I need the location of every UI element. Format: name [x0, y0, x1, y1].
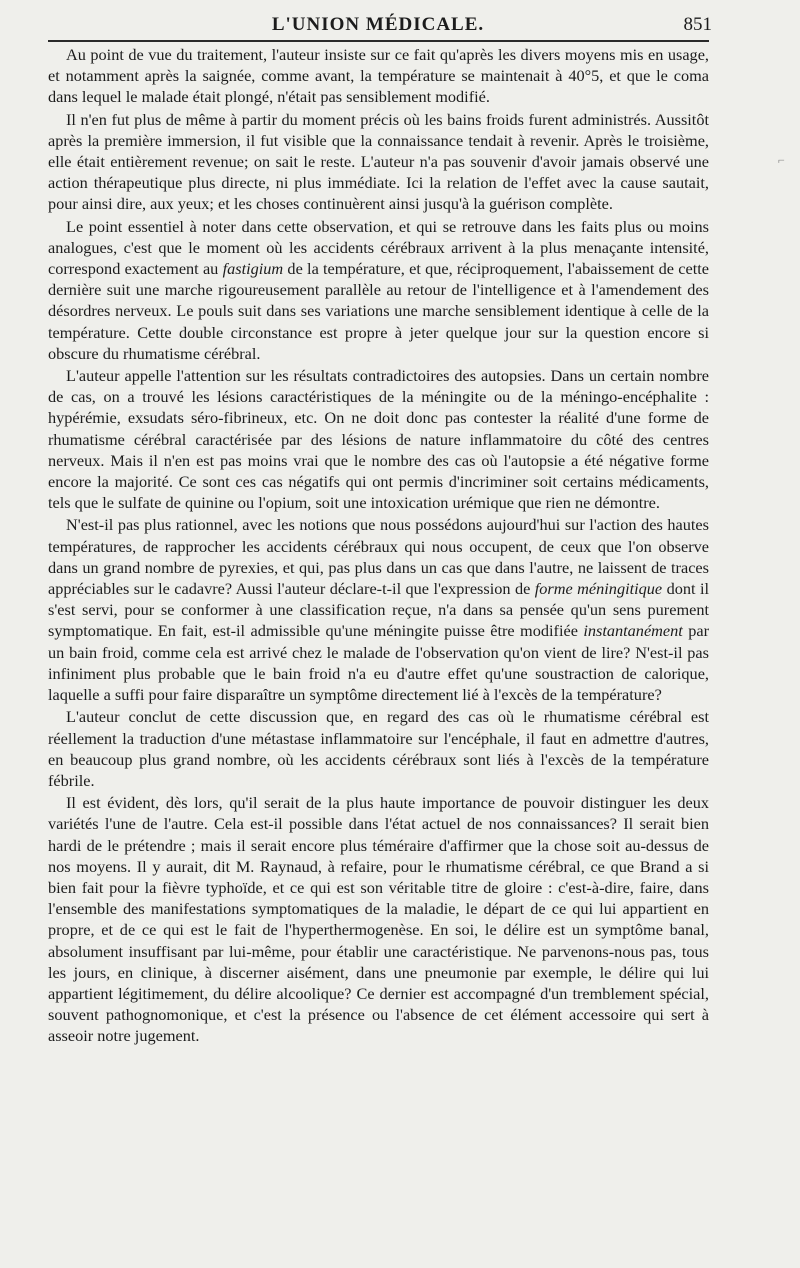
journal-title: L'UNION MÉDICALE.: [271, 14, 485, 35]
header-rule: [48, 40, 709, 42]
paragraph: L'auteur conclut de cette discussion que, en regard des cas où le rhumatisme cérébral est réellement la traduction d'une métastase inflammatoire sur l'encéphale, il faut en admettre d'autres, en beaucoup plus grand nombre, où les accidents cérébraux sont liés à l'excès de la température fébrile.: [48, 707, 709, 790]
paragraph: Il est évident, dès lors, qu'il serait de la plus haute importance de pouvoir distinguer les deux variétés l'une de l'autre. Cela est-il possible dans l'état actuel de nos connaissances? Il serait bien hardi de le prétendre ; mais il serait encore plus téméraire d'affirmer que la chose soit au-dessus de nos moyens. Il y aurait, dit M. Raynaud, à refaire, pour le rhumatisme cérébral, ce que Brand a si bien fait pour la fièvre typhoïde, et ce qui est son véritable titre de gloire : c'est-à-dire, faire, dans l'ensemble des manifestations symptomatiques de la maladie, le départ de ce qui lui appartient en propre, et de ce qui est le fait de l'hyperthermogenèse. En soi, le délire est un symptôme banal, absolument insuffisant par lui-même, pour établir une caractéristique. Ne parvenons-nous pas, tous les jours, en clinique, à discerner aisément, dans une pneumonie par exemple, le délire qui lui appartient légitimement, du délire alcoolique? Ce dernier est accompagné d'un tremblement spécial, souvent pathognomonique, et c'est la présence ou l'absence de cet élément accessoire qui sert à asseoir notre jugement.: [48, 793, 709, 1046]
margin-mark: ⌐: [778, 153, 785, 167]
paragraph: L'auteur appelle l'attention sur les résultats contradictoires des autopsies. Dans un certain nombre de cas, on a trouvé les lésions caractéristiques de la méningite ou de la méningo-encéphalite : hypérémie, exsudats séro-fibrineux, etc. On ne doit donc pas contester la réalité d'une forme de rhumatisme cérébral caractérisée par des lésions de nature inflammatoire du côté des centres nerveux. Mais il n'en est pas moins vrai que le nombre des cas où l'autopsie a été négative forme encore la majorité. Ce sont ces cas négatifs qui ont permis d'incriminer soit certains médicaments, tels que le sulfate de quinine ou l'opium, soit une intoxication urémique que rien ne démontre.: [48, 366, 709, 513]
paragraph: Il n'en fut plus de même à partir du moment précis où les bains froids furent administrés. Aussitôt après la première immersion, il fut visible que la connaissance tendait à revenir. Après le troisième, elle était entièrement revenue; on sait le reste. L'auteur n'a pas souvenir d'avoir jamais observé une action thérapeutique plus directe, ni plus immédiate. Ici la relation de l'effet avec la cause sautait, pour ainsi dire, aux yeux; et les choses continuèrent ainsi jusqu'à la guérison complète.: [48, 109, 709, 214]
article-body: [48, 44, 709, 1047]
paragraph: Le point essentiel à noter dans cette observation, et qui se retrouve dans les faits plus ou moins analogues, c'est que le moment où les accidents cérébraux arrivent à la plus menaçante intensité, correspond exactement au fastigium de la température, et que, réciproquement, l'abaissement de cette dernière suit une marche rigoureusement parallèle au retour de l'intelligence et à l'amendement des désordres nerveux. Le pouls suit dans ses variations une marche sensiblement identique à celle de la température. Cette double circonstance est propre à jeter quelque jour sur la question encore si obscure du rhumatisme cérébral.: [48, 216, 709, 363]
running-header: [48, 8, 712, 38]
italic-term: fastigium: [222, 259, 284, 279]
italic-term: forme méningitique: [534, 579, 663, 599]
page-number: 851: [683, 14, 712, 35]
paragraph: Au point de vue du traitement, l'auteur insiste sur ce fait qu'après les divers moyens mis en usage, et notamment après la saignée, comme avant, la température se maintenait à 40°5, et que le coma dans lequel le malade était plongé, n'était pas sensiblement modifié.: [48, 45, 709, 107]
paragraph: N'est-il pas plus rationnel, avec les notions que nous possédons aujourd'hui sur l'action des hautes températures, de rapprocher les accidents cérébraux qui nous occupent, de ceux que l'on observe dans un grand nombre de pyrexies, et qui, pas plus dans un cas que dans l'autre, ne laissent de traces appréciables sur le cadavre? Aussi l'auteur déclare-t-il que l'expression de forme méningitique dont il s'est servi, pour se conformer à une classification reçue, n'a dans sa pensée qu'un sens purement symptomatique. En fait, est-il admissible qu'une méningite puisse être modifiée instantanément par un bain froid, comme cela est arrivé chez le malade de l'observation qu'on vient de lire? N'est-il pas infiniment plus probable que le bain froid n'a eu d'autre effet qu'une soustraction de calorique, laquelle a suffi pour faire disparaître un symptôme directement lié à l'excès de la température?: [48, 515, 710, 705]
italic-term: instantanément: [583, 621, 683, 641]
